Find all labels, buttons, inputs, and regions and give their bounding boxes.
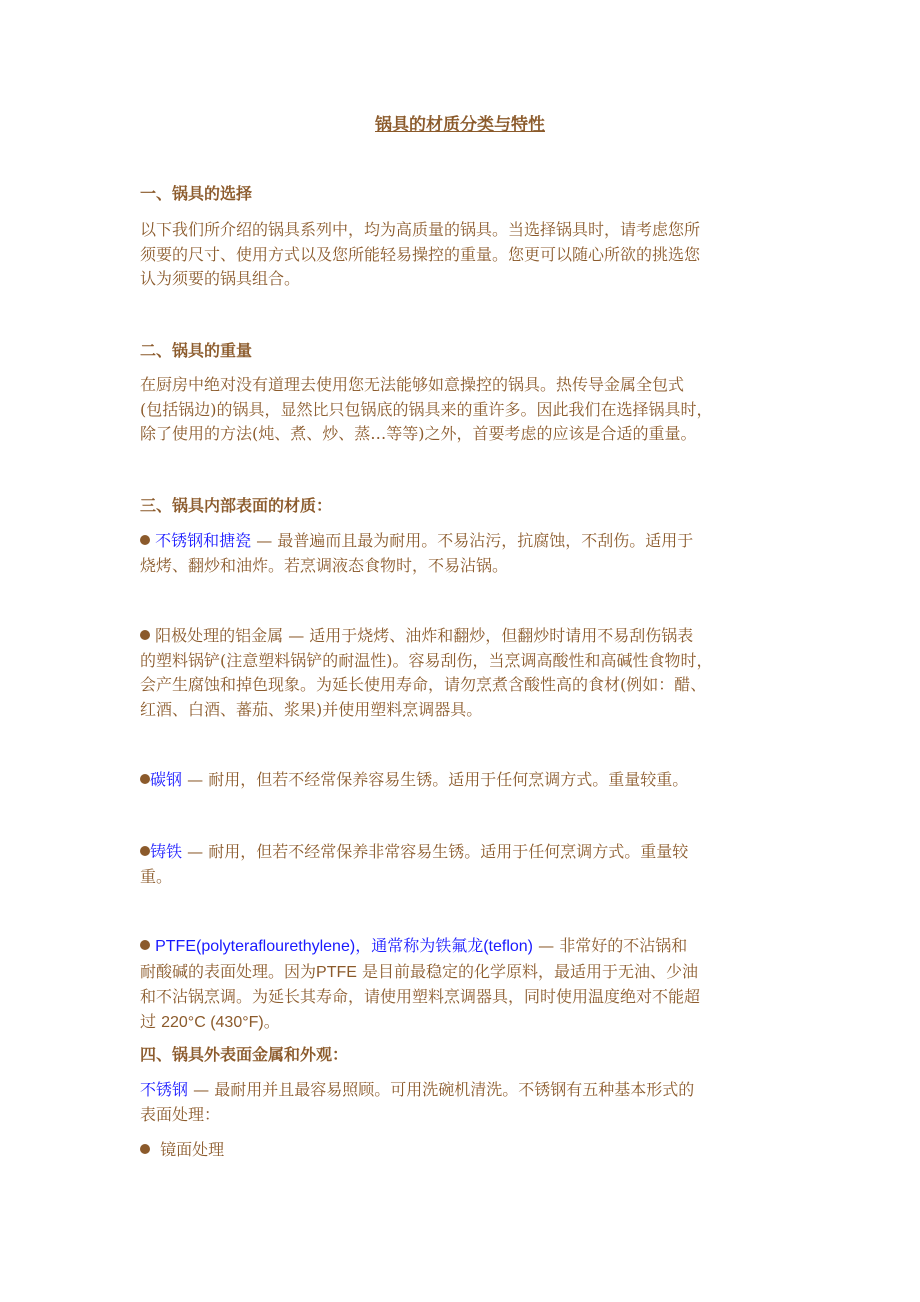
text-line: 除了使用的方法(炖、煮、炒、蒸…等等)之外，首要考虑的应该是合适的重量。 xyxy=(140,424,697,443)
material-name-latin: PTFE(polyteraflourethylene) xyxy=(155,938,356,955)
material-name: 碳钢 xyxy=(150,770,183,789)
section-heading-interior: 三、锅具内部表面的材质： xyxy=(140,496,333,515)
text-line: 在厨房中绝对没有道理去使用您无法能够如意操控的锅具。热传导金属全包式 xyxy=(140,375,685,394)
material-name-latin-alt: (teflon) xyxy=(483,938,533,955)
em-dash: — xyxy=(193,1080,210,1099)
text-line: 认为须要的锅具组合。 xyxy=(140,269,301,288)
temperature-value: 220°C (430°F) xyxy=(161,1013,264,1031)
text-line: 会产生腐蚀和掉色现象。为延长使用寿命，请勿烹煮含酸性高的食材(例如：醋、 xyxy=(140,675,707,694)
text-line: 重。 xyxy=(140,866,173,886)
text-line: 以下我们所介绍的锅具系列中，均为高质量的锅具。当选择锅具时，请考虑您所 xyxy=(140,220,701,239)
em-dash: — xyxy=(538,936,555,955)
item-cast-iron xyxy=(140,840,800,889)
text-fragment: 是目前最稳定的化学原料，最适用于无油、少油 xyxy=(362,961,699,981)
text-fragment: 耐酸碱的表面处理。因为 xyxy=(140,961,317,981)
text-line: 须要的尺寸、使用方式以及您所能轻易操控的重量。您更可以随心所欲的挑选您 xyxy=(140,244,701,264)
text-line: 最耐用并且最容易照顾。可用洗碗机清洗。不锈钢有五种基本形式的 xyxy=(214,1080,695,1099)
text-line: 烧烤、翻炒和油炸。若烹调液态食物时，不易沾锅。 xyxy=(140,555,509,575)
em-dash: — xyxy=(187,842,204,861)
text-line: 的塑料锅铲(注意塑料锅铲的耐温性)。容易刮伤，当烹调高酸性和高碱性食物时， xyxy=(140,650,713,670)
bullet-icon xyxy=(140,774,150,784)
em-dash: — xyxy=(187,770,204,789)
section-heading-weight: 二、锅具的重量 xyxy=(140,341,253,360)
text-line: 适用于烧烤、油炸和翻炒，但翻炒时请用不易刮伤锅表 xyxy=(309,626,694,645)
material-name: 铸铁 xyxy=(150,842,183,861)
text-line: 非常好的不沾锅和 xyxy=(559,936,688,955)
bullet-icon xyxy=(140,1144,150,1154)
item-carbon-steel xyxy=(140,768,800,793)
paragraph-selection xyxy=(140,218,800,292)
paragraph-weight xyxy=(140,373,800,447)
text-line: 耐用，但若不经常保养非常容易生锈。适用于任何烹调方式。重量较 xyxy=(208,842,689,861)
text-fragment: 过 xyxy=(140,1011,157,1031)
document-title: 锅具的材质分类与特性 xyxy=(375,115,545,135)
text-fragment: 。 xyxy=(263,1011,280,1031)
material-name: 不锈钢和搪瓷 xyxy=(155,531,252,550)
bullet-icon xyxy=(140,630,150,640)
bullet-icon xyxy=(140,535,150,545)
em-dash: — xyxy=(288,626,305,645)
bullet-icon xyxy=(140,846,150,856)
text-line: 和不沾锅烹调。为延长其寿命，请使用塑料烹调器具，同时使用温度绝对不能超 xyxy=(140,987,701,1006)
text-line: 红酒、白酒、蕃茄、浆果)并使用塑料烹调器具。 xyxy=(140,699,483,719)
item-mirror-finish xyxy=(140,1138,800,1163)
material-name-cn: ，通常称为铁氟龙 xyxy=(355,936,484,955)
bullet-icon xyxy=(140,940,150,950)
item-ptfe xyxy=(140,934,800,1035)
section-heading-selection: 一、锅具的选择 xyxy=(140,184,253,203)
text-line: (包括锅边)的锅具，显然比只包锅底的锅具来的重许多。因此我们在选择锅具时， xyxy=(140,399,713,419)
text-line: 耐用，但若不经常保养容易生锈。适用于任何烹调方式。重量较重。 xyxy=(208,770,689,789)
text-fragment-latin: PTFE xyxy=(316,963,357,981)
section-heading-exterior: 四、锅具外表面金属和外观： xyxy=(140,1045,349,1064)
text-line: 镜面处理 xyxy=(160,1140,225,1159)
em-dash: — xyxy=(256,531,273,550)
item-anodized-aluminum xyxy=(140,624,800,722)
item-exterior-stainless xyxy=(140,1078,800,1127)
text-line: 最普遍而且最为耐用。不易沾污，抗腐蚀，不刮伤。适用于 xyxy=(277,531,694,550)
material-name: 不锈钢 xyxy=(140,1080,189,1099)
material-name: 阳极处理的铝金属 xyxy=(155,626,284,645)
text-line: 表面处理： xyxy=(140,1104,221,1124)
item-stainless-enamel xyxy=(140,529,800,578)
